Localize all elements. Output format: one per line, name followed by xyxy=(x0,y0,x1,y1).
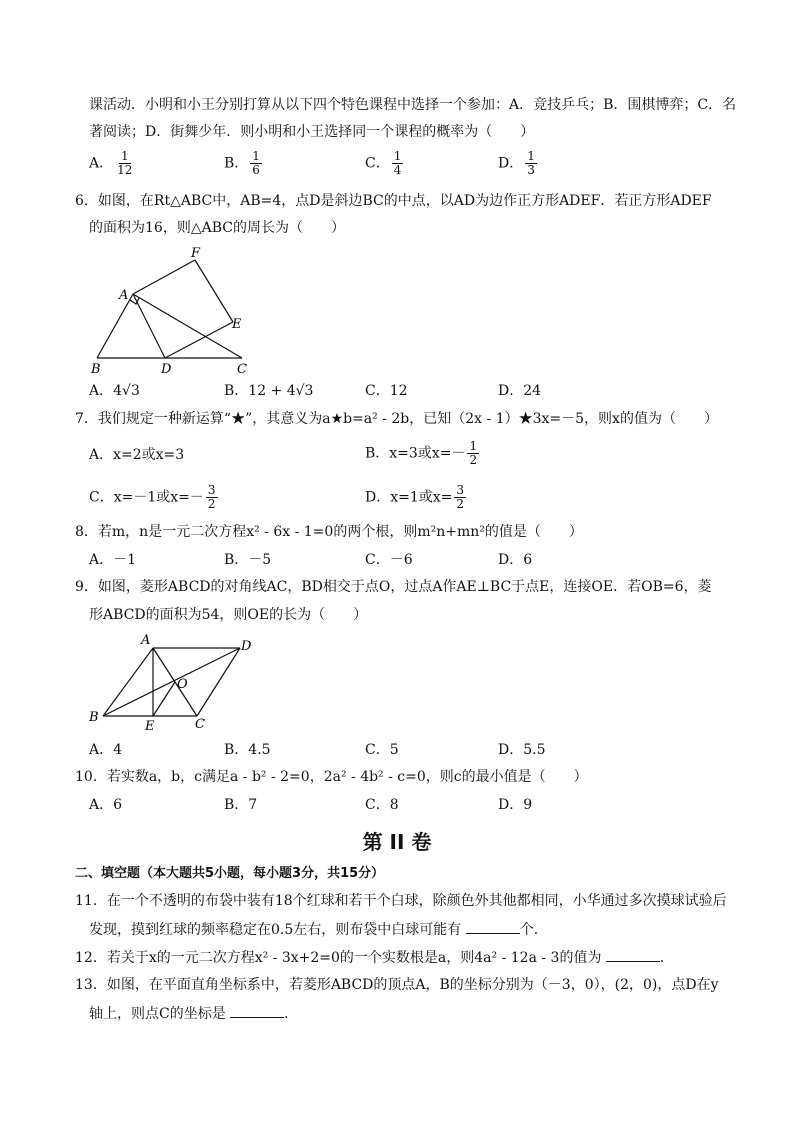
q6-seg-de xyxy=(165,322,233,358)
q10-option-c: C．8 xyxy=(365,797,399,813)
q5-line1: 课活动．小明和小王分别打算从以下四个特色课程中选择一个参加：A．竞技乒乓；B．围棋博弈；C．名 xyxy=(89,97,737,113)
q9-seg-bd xyxy=(103,648,240,716)
q5-option-b: B． $\frac{1}{6}$ xyxy=(224,149,260,177)
q9-figure xyxy=(85,628,265,736)
q13-line1: 13．如图，在平面直角坐标系中，若菱形ABCD的顶点A，B的坐标分别为（－3，0），(2，0)，点D在y xyxy=(75,977,719,993)
q6-label-d: D xyxy=(161,362,172,376)
q9-label-b: B xyxy=(89,710,99,725)
part2-title: 第 II 卷 xyxy=(362,830,432,854)
q11-answer-blank[interactable] xyxy=(466,919,520,934)
q7-option-d: D．x=1或x= $\frac{3}{2}$ xyxy=(365,483,465,511)
q7-option-b: B．x=3或x=－ $\frac{1}{2}$ xyxy=(365,439,478,467)
q9-seg-oe xyxy=(153,682,175,716)
q12-line1: 12．若关于x的一元二次方程x² - 3x+2=0的一个实数根是a，则4a² - 12a - 3的值为 ． xyxy=(75,947,674,967)
q6-label-f: F xyxy=(191,246,201,261)
q9-seg-ab xyxy=(103,648,153,716)
q9-label-o: O xyxy=(177,677,188,692)
q11-line2: 发现，摸到红球的频率稳定在0.5左右，则布袋中白球可能有 个． xyxy=(89,919,548,939)
q10-option-d: D．9 xyxy=(498,797,533,813)
q10-line1: 10．若实数a，b，c满足a - b² - 2=0，2a² - 4b² - c=0，则c的最小值是（ ） xyxy=(75,769,588,785)
q6-option-a: A．4√3 xyxy=(89,383,140,399)
q6-label-a: A xyxy=(119,288,129,303)
q12-answer-blank[interactable] xyxy=(606,947,660,962)
q6-seg-ef xyxy=(195,260,233,322)
q9-option-b: B．4.5 xyxy=(224,742,271,758)
q6-label-b: B xyxy=(91,362,101,376)
q10-option-b: B．7 xyxy=(224,797,258,813)
q9-label-a: A xyxy=(141,633,151,648)
q9-label-c: C xyxy=(195,717,205,732)
q6-seg-ab xyxy=(97,294,133,358)
q13-answer-blank[interactable] xyxy=(230,1003,284,1018)
q6-option-d: D．24 xyxy=(498,383,542,399)
q10-option-a: A．6 xyxy=(89,797,123,813)
q7-option-c: C．x=－1或x=－ $\frac{3}{2}$ xyxy=(89,483,216,511)
q9-line2: 形ABCD的面积为54，则OE的长为（ ） xyxy=(89,607,368,623)
q7-option-a: A．x=2或x=3 xyxy=(89,447,185,463)
q5-option-d: D． $\frac{1}{3}$ xyxy=(498,149,535,177)
q8-option-a: A．－1 xyxy=(89,552,137,568)
section2-heading: 二、填空题（本大题共5小题，每小题3分，共15分） xyxy=(75,866,385,881)
q5-option-c: C． $\frac{1}{4}$ xyxy=(365,149,402,177)
q6-line2: 的面积为16，则△ABC的周长为（ ） xyxy=(89,220,345,236)
q6-figure xyxy=(85,244,265,376)
q9-option-a: A．4 xyxy=(89,742,123,758)
q6-seg-fa xyxy=(133,260,195,294)
q8-option-c: C．－6 xyxy=(365,552,413,568)
q9-option-d: D．5.5 xyxy=(498,742,546,758)
q6-option-c: C．12 xyxy=(365,383,408,399)
q7-line1: 7．我们规定一种新运算“★”，其意义为a★b=a² - 2b，已知（2x - 1）★3x=－5，则x的值为（ ） xyxy=(75,411,718,427)
q6-line1: 6．如图，在Rt△ABC中，AB=4，点D是斜边BC的中点，以AD为边作正方形ADEF．若正方形ADEF xyxy=(75,193,712,209)
q8-option-b: B．－5 xyxy=(224,552,272,568)
q6-label-c: C xyxy=(237,362,247,376)
q6-label-e: E xyxy=(232,317,242,332)
q13-line2: 轴上，则点C的坐标是 ． xyxy=(89,1003,298,1023)
q5-line2: 著阅读；D．街舞少年．则小明和小王选择同一个课程的概率为（ ） xyxy=(89,124,535,140)
q8-option-d: D．6 xyxy=(498,552,533,568)
q6-option-b: B．12 + 4√3 xyxy=(224,383,314,399)
q9-label-e: E xyxy=(145,719,155,734)
q9-label-d: D xyxy=(241,639,252,654)
q11-line1: 11．在一个不透明的布袋中装有18个红球和若干个白球，除颜色外其他都相同，小华通过多次摸球试验后 xyxy=(75,893,727,909)
q9-option-c: C．5 xyxy=(365,742,399,758)
q9-line1: 9．如图，菱形ABCD的对角线AC，BD相交于点O，过点A作AE⊥BC于点E，连接OE．若OB=6，菱 xyxy=(75,579,712,595)
q8-line1: 8．若m，n是一元二次方程x² - 6x - 1=0的两个根，则m²n+mn²的值是（ ） xyxy=(75,524,583,540)
q5-option-a: A． $\frac{1}{12}$ xyxy=(89,149,133,177)
